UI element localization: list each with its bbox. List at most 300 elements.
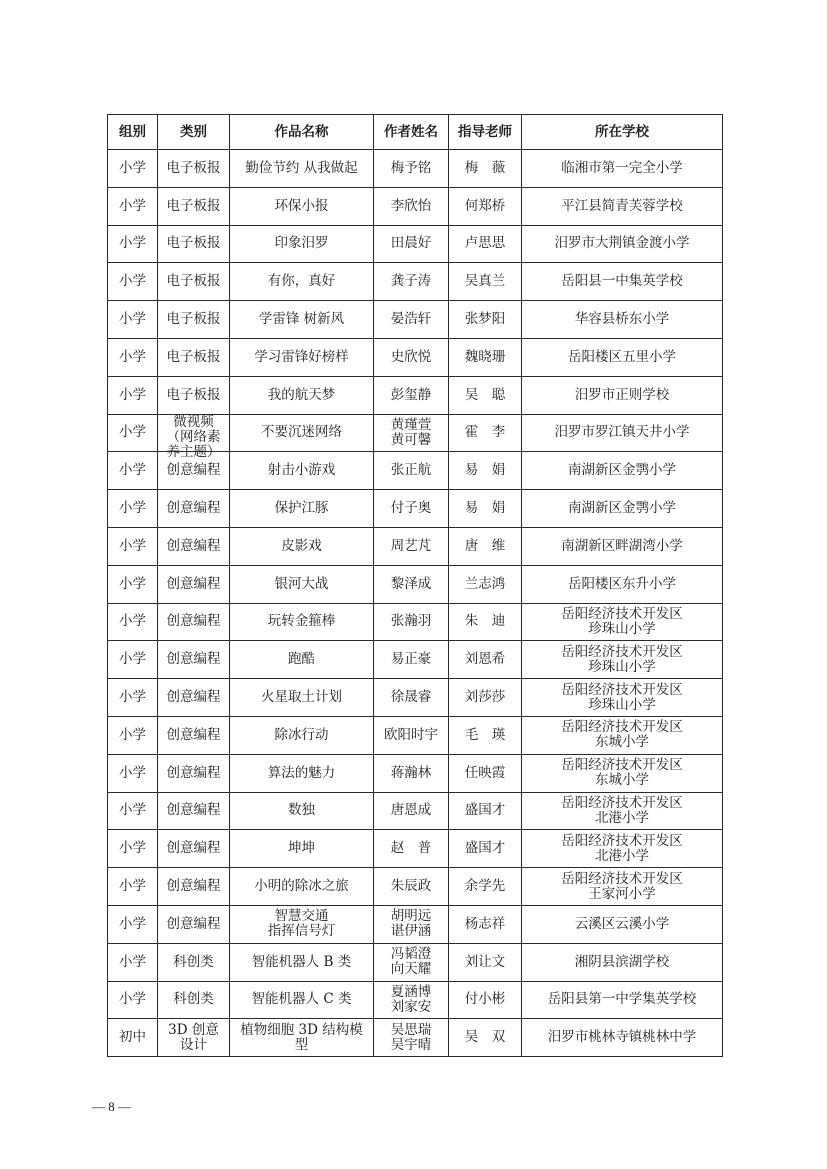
- cell-work-title-text: 小明的除冰之旅: [254, 878, 349, 895]
- table-row: [108, 565, 723, 603]
- cell-category: [158, 868, 230, 906]
- cell-advisor-text: 吴 双: [464, 1029, 506, 1046]
- cell-group: [108, 716, 158, 754]
- cell-group-text: 小学: [119, 915, 146, 932]
- cell-school-text: 岳阳楼区五里小学: [568, 348, 676, 365]
- cell-group: [108, 565, 158, 603]
- cell-advisor: [449, 905, 522, 943]
- cell-school: [522, 338, 723, 376]
- cell-work-title: [230, 641, 374, 679]
- award-list-table: [107, 114, 723, 1057]
- cell-group-text: 小学: [119, 689, 146, 706]
- cell-work-title: [230, 792, 374, 830]
- header-school: 所在学校: [522, 115, 723, 150]
- cell-category-text: 创意编程: [166, 462, 221, 479]
- cell-author-text: 周艺芃: [390, 537, 432, 554]
- cell-work-title: [230, 1019, 374, 1057]
- cell-advisor-text: 卢思思: [464, 235, 506, 252]
- cell-school-text: 南湖新区金鹗小学: [568, 500, 676, 517]
- table-row: [108, 187, 723, 225]
- cell-work-title-text: 植物细胞 3D 结构模 型: [240, 1021, 363, 1053]
- cell-author: [374, 905, 449, 943]
- cell-advisor-text: 兰志鸿: [464, 575, 506, 592]
- cell-work-title-text: 智能机器人 B 类: [251, 953, 352, 970]
- cell-group-text: 小学: [119, 273, 146, 290]
- cell-advisor-text: 梅 薇: [464, 159, 506, 176]
- cell-school-text: 岳阳楼区东升小学: [568, 575, 676, 592]
- cell-author: [374, 490, 449, 528]
- cell-work-title-text: 坤坤: [288, 840, 315, 857]
- cell-advisor: [449, 1019, 522, 1057]
- cell-author: [374, 754, 449, 792]
- cell-group: [108, 414, 158, 452]
- cell-work-title: [230, 338, 374, 376]
- cell-school-text: 平江县简青芙蓉学校: [561, 197, 683, 214]
- cell-group-text: 小学: [119, 386, 146, 403]
- cell-group: [108, 792, 158, 830]
- table-row: [108, 981, 723, 1019]
- cell-school-text: 汨罗市桃林寺镇桃林中学: [547, 1029, 697, 1046]
- cell-author-text: 徐晟睿: [390, 689, 432, 706]
- cell-school: [522, 641, 723, 679]
- cell-author: [374, 981, 449, 1019]
- cell-author-text: 黄瑾萱 黄可馨: [390, 416, 432, 448]
- cell-group: [108, 263, 158, 301]
- cell-author: [374, 679, 449, 717]
- cell-group-text: 小学: [119, 575, 146, 592]
- cell-author: [374, 716, 449, 754]
- cell-group: [108, 338, 158, 376]
- cell-group: [108, 301, 158, 339]
- table-row: [108, 830, 723, 868]
- cell-work-title-text: 皮影戏: [281, 537, 322, 554]
- cell-author-text: 唐恩成: [390, 802, 432, 819]
- cell-author-text: 张瀚羽: [390, 613, 432, 630]
- cell-work-title-text: 火星取土计划: [261, 689, 342, 706]
- cell-author-text: 夏涵博 刘家安: [390, 983, 432, 1015]
- cell-author: [374, 225, 449, 263]
- cell-group-text: 小学: [119, 311, 146, 328]
- cell-work-title-text: 学习雷锋好榜样: [254, 348, 349, 365]
- cell-author-text: 田晨好: [390, 235, 432, 252]
- cell-work-title: [230, 490, 374, 528]
- cell-category: [158, 943, 230, 981]
- cell-school-text: 岳阳经济技术开发区 北港小学: [561, 832, 683, 864]
- cell-advisor-text: 吴 聪: [464, 386, 506, 403]
- cell-group: [108, 943, 158, 981]
- cell-author-text: 梅予铭: [390, 159, 432, 176]
- cell-author: [374, 565, 449, 603]
- cell-group: [108, 490, 158, 528]
- cell-school: [522, 301, 723, 339]
- cell-group-text: 小学: [119, 840, 146, 857]
- cell-group-text: 小学: [119, 613, 146, 630]
- cell-author: [374, 301, 449, 339]
- cell-group-text: 小学: [119, 991, 146, 1008]
- table-body: [108, 150, 723, 1057]
- cell-advisor-text: 吴真兰: [464, 273, 506, 290]
- cell-advisor-text: 朱 迪: [464, 613, 506, 630]
- cell-advisor: [449, 376, 522, 414]
- cell-school: [522, 905, 723, 943]
- cell-advisor: [449, 452, 522, 490]
- header-category: 类别: [158, 115, 230, 150]
- cell-author-text: 吴思瑞 吴宇晴: [390, 1021, 432, 1053]
- cell-school-text: 岳阳经济技术开发区 珍珠山小学: [561, 681, 683, 713]
- cell-work-title: [230, 679, 374, 717]
- cell-work-title-text: 勤俭节约 从我做起: [245, 159, 358, 176]
- cell-work-title: [230, 981, 374, 1019]
- cell-group: [108, 150, 158, 188]
- cell-category: [158, 830, 230, 868]
- cell-advisor: [449, 565, 522, 603]
- cell-category-text: 电子板报: [166, 159, 221, 176]
- cell-school: [522, 414, 723, 452]
- cell-category-text: 创意编程: [166, 840, 221, 857]
- cell-author: [374, 338, 449, 376]
- cell-school-text: 岳阳经济技术开发区 王家河小学: [561, 870, 683, 902]
- cell-work-title-text: 算法的魅力: [267, 764, 336, 781]
- cell-author-text: 蒋瀚林: [390, 764, 432, 781]
- header-work-title: 作品名称: [230, 115, 374, 150]
- cell-group: [108, 452, 158, 490]
- cell-category: [158, 905, 230, 943]
- cell-author-text: 史欣悦: [390, 348, 432, 365]
- cell-advisor-text: 张梦阳: [464, 311, 506, 328]
- cell-author-text: 李欣怡: [390, 197, 432, 214]
- cell-school: [522, 490, 723, 528]
- cell-author: [374, 150, 449, 188]
- table-row: [108, 943, 723, 981]
- cell-school: [522, 679, 723, 717]
- cell-category-text: 创意编程: [166, 500, 221, 517]
- cell-group-text: 小学: [119, 500, 146, 517]
- cell-group: [108, 225, 158, 263]
- cell-category-text: 科创类: [173, 953, 214, 970]
- cell-group: [108, 754, 158, 792]
- cell-advisor: [449, 187, 522, 225]
- cell-work-title: [230, 754, 374, 792]
- cell-group: [108, 187, 158, 225]
- cell-category: [158, 754, 230, 792]
- table-row: [108, 527, 723, 565]
- cell-category: [158, 603, 230, 641]
- cell-advisor: [449, 490, 522, 528]
- cell-group-text: 小学: [119, 953, 146, 970]
- cell-author: [374, 452, 449, 490]
- cell-school: [522, 150, 723, 188]
- cell-author-text: 易正豪: [390, 651, 432, 668]
- cell-group-text: 小学: [119, 197, 146, 214]
- cell-author-text: 赵 普: [390, 840, 432, 857]
- cell-author: [374, 603, 449, 641]
- cell-group: [108, 830, 158, 868]
- cell-group-text: 小学: [119, 878, 146, 895]
- cell-category-text: 创意编程: [166, 575, 221, 592]
- cell-category-text: 创意编程: [166, 651, 221, 668]
- cell-category-text: 微视频 （网络素 养主题）: [166, 413, 221, 460]
- table-row: [108, 679, 723, 717]
- cell-author: [374, 1019, 449, 1057]
- cell-category: [158, 527, 230, 565]
- cell-group: [108, 981, 158, 1019]
- cell-author-text: 冯韬澄 向天耀: [390, 946, 432, 978]
- table-row: [108, 1019, 723, 1057]
- cell-category: [158, 338, 230, 376]
- cell-author-text: 晏浩轩: [390, 311, 432, 328]
- cell-school-text: 湘阴县滨湖学校: [574, 953, 670, 970]
- cell-work-title: [230, 565, 374, 603]
- cell-group-text: 小学: [119, 462, 146, 479]
- cell-author-text: 付子奥: [390, 500, 432, 517]
- cell-school: [522, 1019, 723, 1057]
- table-row: [108, 868, 723, 906]
- table-row: [108, 905, 723, 943]
- cell-advisor-text: 霍 李: [464, 424, 506, 441]
- cell-group-text: 小学: [119, 348, 146, 365]
- header-author: 作者姓名: [374, 115, 449, 150]
- table-row: [108, 792, 723, 830]
- cell-advisor: [449, 414, 522, 452]
- cell-group-text: 小学: [119, 159, 146, 176]
- cell-category: [158, 301, 230, 339]
- cell-category-text: 创意编程: [166, 915, 221, 932]
- cell-author-text: 张正航: [390, 462, 432, 479]
- table-row: [108, 225, 723, 263]
- cell-category: [158, 716, 230, 754]
- cell-work-title-text: 跑酷: [288, 651, 315, 668]
- cell-group: [108, 1019, 158, 1057]
- cell-group: [108, 603, 158, 641]
- cell-school-text: 汨罗市正则学校: [574, 386, 670, 403]
- cell-work-title: [230, 452, 374, 490]
- cell-work-title: [230, 868, 374, 906]
- cell-category-text: 电子板报: [166, 273, 221, 290]
- page-number: — 8 —: [92, 1099, 131, 1114]
- cell-advisor: [449, 868, 522, 906]
- cell-advisor: [449, 981, 522, 1019]
- cell-category: [158, 376, 230, 414]
- cell-advisor-text: 易 娟: [464, 462, 506, 479]
- cell-work-title: [230, 716, 374, 754]
- cell-category-text: 创意编程: [166, 613, 221, 630]
- cell-work-title: [230, 943, 374, 981]
- cell-school: [522, 603, 723, 641]
- cell-group-text: 小学: [119, 764, 146, 781]
- cell-group-text: 小学: [119, 802, 146, 819]
- cell-advisor-text: 盛国才: [464, 802, 506, 819]
- cell-advisor-text: 余学先: [464, 878, 506, 895]
- cell-category-text: 3D 创意 设计: [168, 1021, 219, 1053]
- cell-category-text: 创意编程: [166, 802, 221, 819]
- cell-work-title-text: 保护江豚: [274, 500, 329, 517]
- cell-work-title: [230, 150, 374, 188]
- cell-advisor-text: 杨志祥: [464, 915, 506, 932]
- cell-school-text: 临湘市第一完全小学: [561, 159, 683, 176]
- cell-work-title-text: 学雷锋 树新风: [258, 311, 345, 328]
- cell-work-title-text: 我的航天梦: [267, 386, 336, 403]
- cell-advisor-text: 任映霞: [464, 764, 506, 781]
- cell-advisor: [449, 225, 522, 263]
- cell-category: [158, 792, 230, 830]
- cell-advisor: [449, 679, 522, 717]
- cell-group: [108, 376, 158, 414]
- cell-group: [108, 641, 158, 679]
- cell-advisor-text: 魏晓珊: [464, 348, 506, 365]
- cell-school: [522, 981, 723, 1019]
- cell-school: [522, 225, 723, 263]
- cell-school: [522, 263, 723, 301]
- cell-advisor: [449, 641, 522, 679]
- cell-advisor-text: 刘莎莎: [464, 689, 506, 706]
- cell-school-text: 汨罗市罗江镇天井小学: [554, 424, 690, 441]
- cell-category-text: 电子板报: [166, 386, 221, 403]
- cell-school-text: 云溪区云溪小学: [574, 915, 670, 932]
- cell-author: [374, 414, 449, 452]
- cell-advisor-text: 易 娟: [464, 500, 506, 517]
- cell-school: [522, 187, 723, 225]
- cell-category-text: 创意编程: [166, 878, 221, 895]
- cell-school-text: 南湖新区金鹗小学: [568, 462, 676, 479]
- cell-category: [158, 263, 230, 301]
- cell-author-text: 龚子涛: [390, 273, 432, 290]
- cell-category-text: 创意编程: [166, 726, 221, 743]
- cell-school-text: 岳阳经济技术开发区 东城小学: [561, 719, 683, 751]
- cell-advisor: [449, 754, 522, 792]
- cell-category-text: 电子板报: [166, 197, 221, 214]
- cell-category: [158, 981, 230, 1019]
- cell-author: [374, 263, 449, 301]
- cell-category: [158, 565, 230, 603]
- cell-author: [374, 943, 449, 981]
- cell-work-title-text: 不要沉迷网络: [261, 424, 342, 441]
- cell-author: [374, 641, 449, 679]
- cell-group-text: 初中: [119, 1029, 146, 1046]
- table-row: [108, 301, 723, 339]
- cell-group-text: 小学: [119, 651, 146, 668]
- cell-school: [522, 527, 723, 565]
- table-row: [108, 263, 723, 301]
- cell-author-text: 朱辰政: [390, 878, 432, 895]
- cell-category-text: 创意编程: [166, 764, 221, 781]
- cell-work-title-text: 环保小报: [274, 197, 329, 214]
- cell-work-title: [230, 830, 374, 868]
- cell-author: [374, 187, 449, 225]
- table-row: [108, 641, 723, 679]
- cell-category: [158, 490, 230, 528]
- cell-work-title-text: 印象汨罗: [274, 235, 329, 252]
- cell-author: [374, 868, 449, 906]
- cell-work-title: [230, 301, 374, 339]
- cell-group-text: 小学: [119, 537, 146, 554]
- cell-category: [158, 1019, 230, 1057]
- cell-author-text: 胡明远 谌伊涵: [390, 908, 432, 940]
- table-row: [108, 414, 723, 452]
- cell-school: [522, 376, 723, 414]
- cell-group-text: 小学: [119, 424, 146, 441]
- cell-school: [522, 792, 723, 830]
- cell-advisor-text: 唐 维: [464, 537, 506, 554]
- table-header-row: [108, 115, 723, 150]
- cell-advisor-text: 盛国才: [464, 840, 506, 857]
- cell-advisor: [449, 301, 522, 339]
- cell-group: [108, 868, 158, 906]
- cell-school-text: 华容县桥东小学: [574, 311, 670, 328]
- header-advisor: 指导老师: [449, 115, 522, 150]
- cell-school: [522, 452, 723, 490]
- cell-category-text: 电子板报: [166, 235, 221, 252]
- cell-group: [108, 527, 158, 565]
- cell-advisor-text: 付小彬: [464, 991, 506, 1008]
- cell-advisor: [449, 716, 522, 754]
- cell-work-title: [230, 376, 374, 414]
- cell-category-text: 科创类: [173, 991, 214, 1008]
- cell-work-title: [230, 905, 374, 943]
- cell-work-title-text: 智慧交通 指挥信号灯: [267, 908, 336, 940]
- cell-group: [108, 905, 158, 943]
- cell-advisor: [449, 338, 522, 376]
- cell-advisor: [449, 527, 522, 565]
- cell-work-title: [230, 187, 374, 225]
- cell-school: [522, 830, 723, 868]
- cell-school-text: 岳阳经济技术开发区 珍珠山小学: [561, 643, 683, 675]
- cell-advisor-text: 刘恩希: [464, 651, 506, 668]
- cell-work-title-text: 射击小游戏: [267, 462, 336, 479]
- cell-category-text: 电子板报: [166, 348, 221, 365]
- cell-category-text: 电子板报: [166, 311, 221, 328]
- cell-group: [108, 679, 158, 717]
- cell-school: [522, 868, 723, 906]
- cell-advisor: [449, 263, 522, 301]
- table-row: [108, 150, 723, 188]
- cell-work-title-text: 银河大战: [274, 575, 329, 592]
- cell-author-text: 黎泽成: [390, 575, 432, 592]
- cell-author-text: 彭玺静: [390, 386, 432, 403]
- table-row: [108, 490, 723, 528]
- table-row: [108, 603, 723, 641]
- cell-advisor-text: 毛 瑛: [464, 726, 506, 743]
- table-row: [108, 376, 723, 414]
- cell-author: [374, 376, 449, 414]
- cell-advisor-text: 何郑桥: [464, 197, 506, 214]
- cell-work-title: [230, 263, 374, 301]
- cell-advisor: [449, 603, 522, 641]
- cell-category: [158, 413, 230, 460]
- cell-work-title-text: 智能机器人 C 类: [251, 991, 352, 1008]
- cell-group-text: 小学: [119, 235, 146, 252]
- cell-school-text: 岳阳县一中集英学校: [561, 273, 683, 290]
- cell-author: [374, 830, 449, 868]
- cell-school: [522, 716, 723, 754]
- cell-work-title: [230, 414, 374, 452]
- cell-work-title: [230, 527, 374, 565]
- cell-school-text: 岳阳经济技术开发区 北港小学: [561, 794, 683, 826]
- cell-category: [158, 187, 230, 225]
- cell-author-text: 欧阳时宇: [384, 726, 438, 743]
- cell-work-title-text: 数独: [288, 802, 315, 819]
- cell-school-text: 岳阳经济技术开发区 东城小学: [561, 757, 683, 789]
- cell-work-title: [230, 603, 374, 641]
- cell-work-title-text: 有你，真好: [267, 273, 336, 290]
- cell-category: [158, 150, 230, 188]
- cell-advisor: [449, 830, 522, 868]
- cell-category-text: 创意编程: [166, 537, 221, 554]
- cell-group-text: 小学: [119, 726, 146, 743]
- table-row: [108, 754, 723, 792]
- cell-category: [158, 225, 230, 263]
- cell-advisor-text: 刘让文: [464, 953, 506, 970]
- cell-school-text: 岳阳县第一中学集英学校: [547, 991, 697, 1008]
